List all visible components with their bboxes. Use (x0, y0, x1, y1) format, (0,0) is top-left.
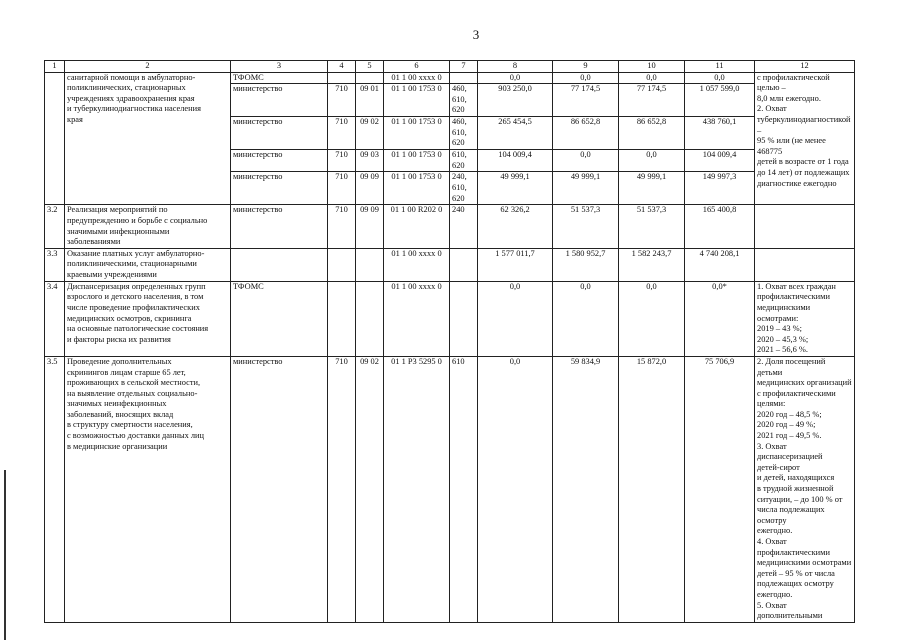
table-row (45, 72, 855, 84)
target-code: 01 1 00 R202 0 (384, 205, 450, 248)
executor-cell: министерство (231, 150, 328, 172)
section-code: 09 03 (356, 150, 384, 172)
section-code: 09 09 (356, 205, 384, 248)
amount-2021: 15 872,0 (619, 356, 685, 622)
expense-type (450, 248, 478, 281)
executor-cell: министерство (231, 172, 328, 205)
amount-total: 104 009,4 (685, 150, 755, 172)
table-row (45, 205, 855, 248)
expense-type (450, 72, 478, 84)
grbs-code: 710 (328, 150, 356, 172)
amount-2019: 49 999,1 (478, 172, 553, 205)
target-code: 01 1 Р3 5295 0 (384, 356, 450, 622)
executor-cell: министерство (231, 117, 328, 150)
amount-2021: 0,0 (619, 150, 685, 172)
target-code: 01 1 00 хххх 0 (384, 281, 450, 356)
measure-description: Оказание платных услуг амбулаторно- поликлиническими, стационарными краевыми учреждениями (65, 248, 231, 281)
section-code (356, 281, 384, 356)
amount-2020: 77 174,5 (553, 84, 619, 117)
amount-2019: 0,0 (478, 72, 553, 84)
header-cell: 3 (231, 61, 328, 73)
section-code: 09 02 (356, 117, 384, 150)
expense-type: 460, 610, 620 (450, 84, 478, 117)
amount-2019: 1 577 011,7 (478, 248, 553, 281)
expected-result: 1. Охват всех граждан профилактическими медицинскими осмотрами: 2019 – 43 %; 2020 – 45,3 %; 2021 – 56,6 %. (755, 281, 855, 356)
header-cell: 7 (450, 61, 478, 73)
amount-total: 75 706,9 (685, 356, 755, 622)
expected-result: 2. Доля посещений детьми медицинских организаций с профилактическими целями: 2020 год – 48,5 %; 2020 год – 49 %; 2021 год – 49,5 %. 3. Охват диспансеризацией детей-сирот и детей, находящихся в трудной жизненной ситуации, – до 100 % от числа подлежащих осмотру ежегодно. 4. Охват профилактическими медицинскими осмотрами детей – 95 % от числа подлежащих осмотру ежегодно. 5. Охват дополнительными (755, 356, 855, 622)
target-code: 01 1 00 1753 0 (384, 84, 450, 117)
grbs-code: 710 (328, 117, 356, 150)
amount-2020: 51 537,3 (553, 205, 619, 248)
amount-2019: 265 454,5 (478, 117, 553, 150)
header-cell: 6 (384, 61, 450, 73)
target-code: 01 1 00 хххх 0 (384, 72, 450, 84)
target-code: 01 1 00 1753 0 (384, 150, 450, 172)
row-number: 3.5 (45, 356, 65, 622)
target-code: 01 1 00 1753 0 (384, 117, 450, 150)
program-table (44, 60, 855, 623)
executor-cell: ТФОМС (231, 281, 328, 356)
amount-total: 438 760,1 (685, 117, 755, 150)
expected-result (755, 248, 855, 281)
row-number: 3.4 (45, 281, 65, 356)
header-cell: 2 (65, 61, 231, 73)
amount-2019: 903 250,0 (478, 84, 553, 117)
expected-result (755, 205, 855, 248)
amount-2020: 0,0 (553, 72, 619, 84)
header-row (45, 61, 855, 73)
section-code (356, 72, 384, 84)
amount-2019: 0,0 (478, 281, 553, 356)
page-number: 3 (472, 27, 480, 42)
amount-2020: 0,0 (553, 150, 619, 172)
expense-type: 240 (450, 205, 478, 248)
expected-result: с профилактической целью – 8,0 млн ежегодно. 2. Охват туберкулинодиагностикой – 95 % или (не менее 468775 детей в возрасте от 1 года до 14 лет) от подлежащих диагностике ежегодно (755, 72, 855, 205)
header-cell: 9 (553, 61, 619, 73)
amount-2020: 86 652,8 (553, 117, 619, 150)
table-row (45, 356, 855, 622)
grbs-code: 710 (328, 84, 356, 117)
amount-2021: 86 652,8 (619, 117, 685, 150)
row-number: 3.3 (45, 248, 65, 281)
amount-2021: 1 582 243,7 (619, 248, 685, 281)
table-row (45, 281, 855, 356)
grbs-code (328, 72, 356, 84)
amount-2020: 1 580 952,7 (553, 248, 619, 281)
measure-description: санитарной помощи в амбулаторно- поликлинических, стационарных учреждениях здравоохранения края и туберкулинодиагностика населения края (65, 72, 231, 205)
amount-2021: 51 537,3 (619, 205, 685, 248)
grbs-code: 710 (328, 205, 356, 248)
amount-total: 149 997,3 (685, 172, 755, 205)
row-number: 3.2 (45, 205, 65, 248)
executor-cell: министерство (231, 356, 328, 622)
amount-2020: 0,0 (553, 281, 619, 356)
header-cell: 11 (685, 61, 755, 73)
amount-total: 165 400,8 (685, 205, 755, 248)
table-row (45, 248, 855, 281)
amount-total: 4 740 208,1 (685, 248, 755, 281)
amount-2021: 77 174,5 (619, 84, 685, 117)
grbs-code: 710 (328, 356, 356, 622)
amount-2021: 0,0 (619, 72, 685, 84)
measure-description: Реализация мероприятий по предупреждению и борьбе с социально значимыми инфекционными заболеваниями (65, 205, 231, 248)
executor-cell: министерство (231, 84, 328, 117)
measure-description: Диспансеризация определенных групп взрослого и детского населения, в том числе проведение профилактических медицинских осмотров, скрининга на основные патологические состояния и факторы риска их развития (65, 281, 231, 356)
amount-2019: 0,0 (478, 356, 553, 622)
row-number (45, 72, 65, 205)
header-cell: 4 (328, 61, 356, 73)
amount-total: 1 057 599,0 (685, 84, 755, 117)
executor-cell (231, 248, 328, 281)
amount-2021: 49 999,1 (619, 172, 685, 205)
grbs-code (328, 248, 356, 281)
expense-type: 240, 610, 620 (450, 172, 478, 205)
grbs-code (328, 281, 356, 356)
executor-cell: ТФОМС (231, 72, 328, 84)
amount-total: 0,0 (685, 72, 755, 84)
expense-type: 610 (450, 356, 478, 622)
section-code: 09 09 (356, 172, 384, 205)
amount-2021: 0,0 (619, 281, 685, 356)
section-code: 09 02 (356, 356, 384, 622)
executor-cell: министерство (231, 205, 328, 248)
target-code: 01 1 00 хххх 0 (384, 248, 450, 281)
header-cell: 12 (755, 61, 855, 73)
amount-total: 0,0* (685, 281, 755, 356)
expense-type (450, 281, 478, 356)
amount-2020: 49 999,1 (553, 172, 619, 205)
expense-type: 610, 620 (450, 150, 478, 172)
header-cell: 5 (356, 61, 384, 73)
grbs-code: 710 (328, 172, 356, 205)
scan-edge-line (4, 470, 6, 640)
section-code: 09 01 (356, 84, 384, 117)
amount-2020: 59 834,9 (553, 356, 619, 622)
amount-2019: 62 326,2 (478, 205, 553, 248)
header-cell: 8 (478, 61, 553, 73)
amount-2019: 104 009,4 (478, 150, 553, 172)
header-cell: 1 (45, 61, 65, 73)
section-code (356, 248, 384, 281)
measure-description: Проведение дополнительных скринингов лицам старше 65 лет, проживающих в сельской местности, на выявление отдельных социально- значимых неинфекционных заболеваний, вносящих вклад в структуру смертности населения, с возможностью доставки данных лиц в медицинские организации (65, 356, 231, 622)
target-code: 01 1 00 1753 0 (384, 172, 450, 205)
header-cell: 10 (619, 61, 685, 73)
expense-type: 460, 610, 620 (450, 117, 478, 150)
